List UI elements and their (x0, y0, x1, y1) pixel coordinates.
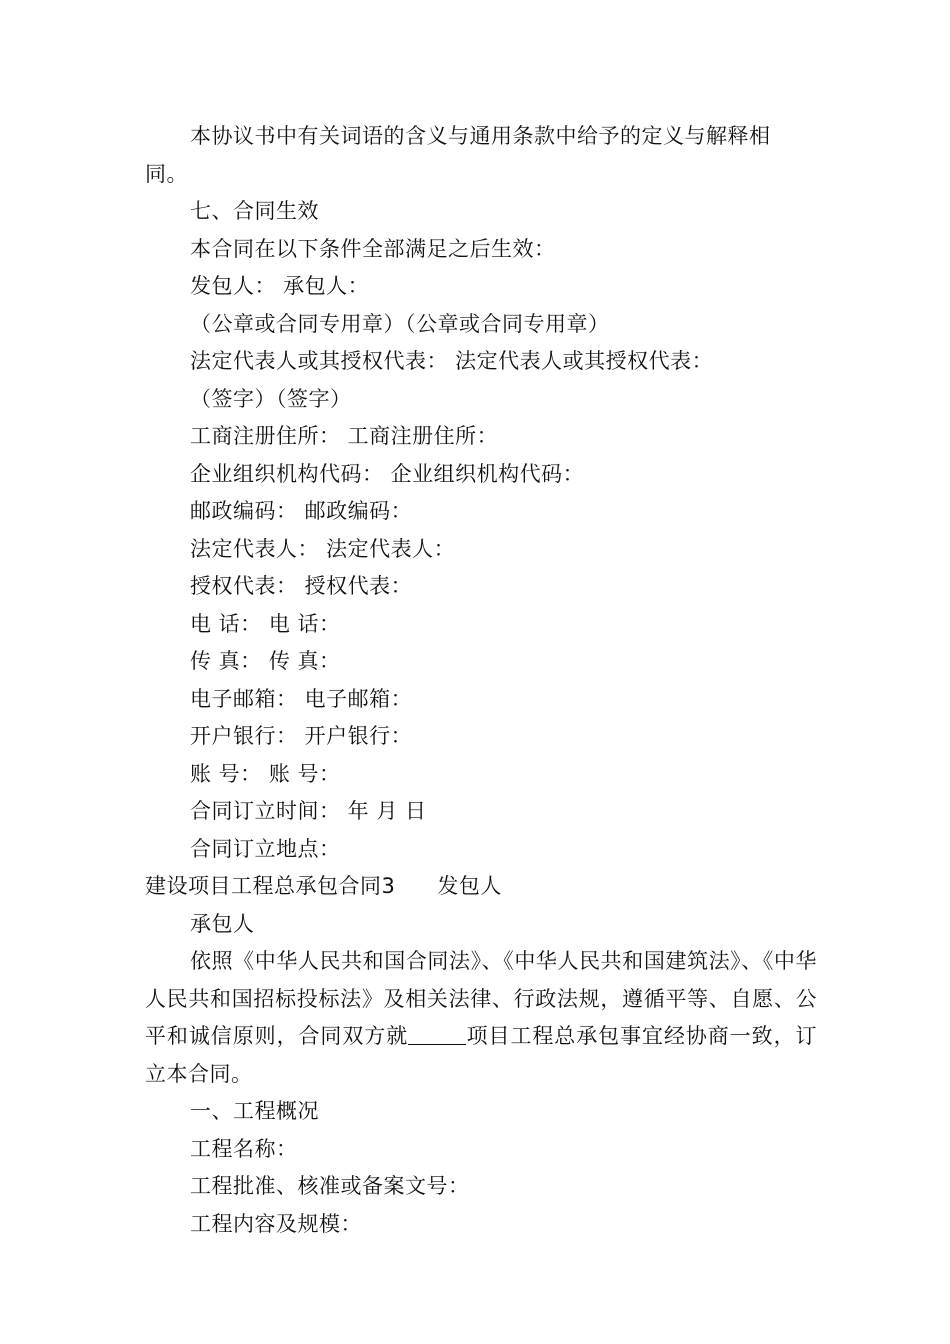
section-1-title: 一、工程概况 (190, 1099, 319, 1123)
account-label: 账 号： 账 号： (190, 761, 341, 786)
project-name-label: 工程名称： (190, 1136, 298, 1161)
project-scope-label: 工程内容及规模： (190, 1211, 362, 1236)
parties-label: 发包人： 承包人： (190, 274, 370, 298)
postcode-label: 邮政编码： 邮政编码： (190, 499, 413, 523)
employer-label: 发包人 (437, 874, 502, 898)
bank-label: 开户银行： 开户银行： (190, 724, 413, 748)
intro-text-part2: 项目工程总承包事宜经协商一致，订立本合同。 (145, 1024, 818, 1086)
blank-underline (408, 1024, 466, 1045)
approval-number-label: 工程批准、核准或备案文号： (190, 1174, 470, 1198)
representative-label: 法定代表人或其授权代表： 法定代表人或其授权代表： (190, 349, 714, 373)
intro-text-part1: 依照《中华人民共和国合同法》、《中华人民共和国建筑法》、《中华人民共和国招标投标法》及相关法律、行政法规，遵循平等、自愿、公平和诚信原则，合同双方就 (145, 949, 817, 1048)
paragraph-definitions-line2: 同。 (145, 161, 188, 186)
section-7-title: 七、合同生效 (190, 199, 319, 223)
signature-label: （签字）（签字） (190, 386, 352, 411)
fax-label: 传 真： 传 真： (190, 649, 341, 673)
phone-label: 电 话： 电 话： (190, 611, 341, 636)
contract-place-label: 合同订立地点： (190, 836, 341, 861)
contract-date-label: 合同订立时间： 年 月 日 (190, 799, 427, 823)
contract-3-heading (145, 868, 825, 906)
registered-address-label: 工商注册住所： 工商注册住所： (190, 424, 499, 448)
contract-intro-paragraph (145, 943, 817, 1093)
document-page (145, 118, 825, 1243)
seal-label: （公章或合同专用章）（公章或合同专用章） (190, 311, 610, 336)
contract-3-title: 建设项目工程总承包合同3 (145, 874, 396, 898)
authorized-representative-label: 授权代表： 授权代表： (190, 574, 413, 598)
contractor-label: 承包人 (190, 911, 255, 936)
org-code-label: 企业组织机构代码： 企业组织机构代码： (190, 461, 585, 486)
effect-condition: 本合同在以下条件全部满足之后生效： (190, 236, 556, 261)
legal-representative-label: 法定代表人： 法定代表人： (190, 536, 456, 561)
email-label: 电子邮箱： 电子邮箱： (190, 686, 413, 711)
paragraph-definitions-line1: 本协议书中有关词语的含义与通用条款中给予的定义与解释相 (190, 124, 771, 148)
